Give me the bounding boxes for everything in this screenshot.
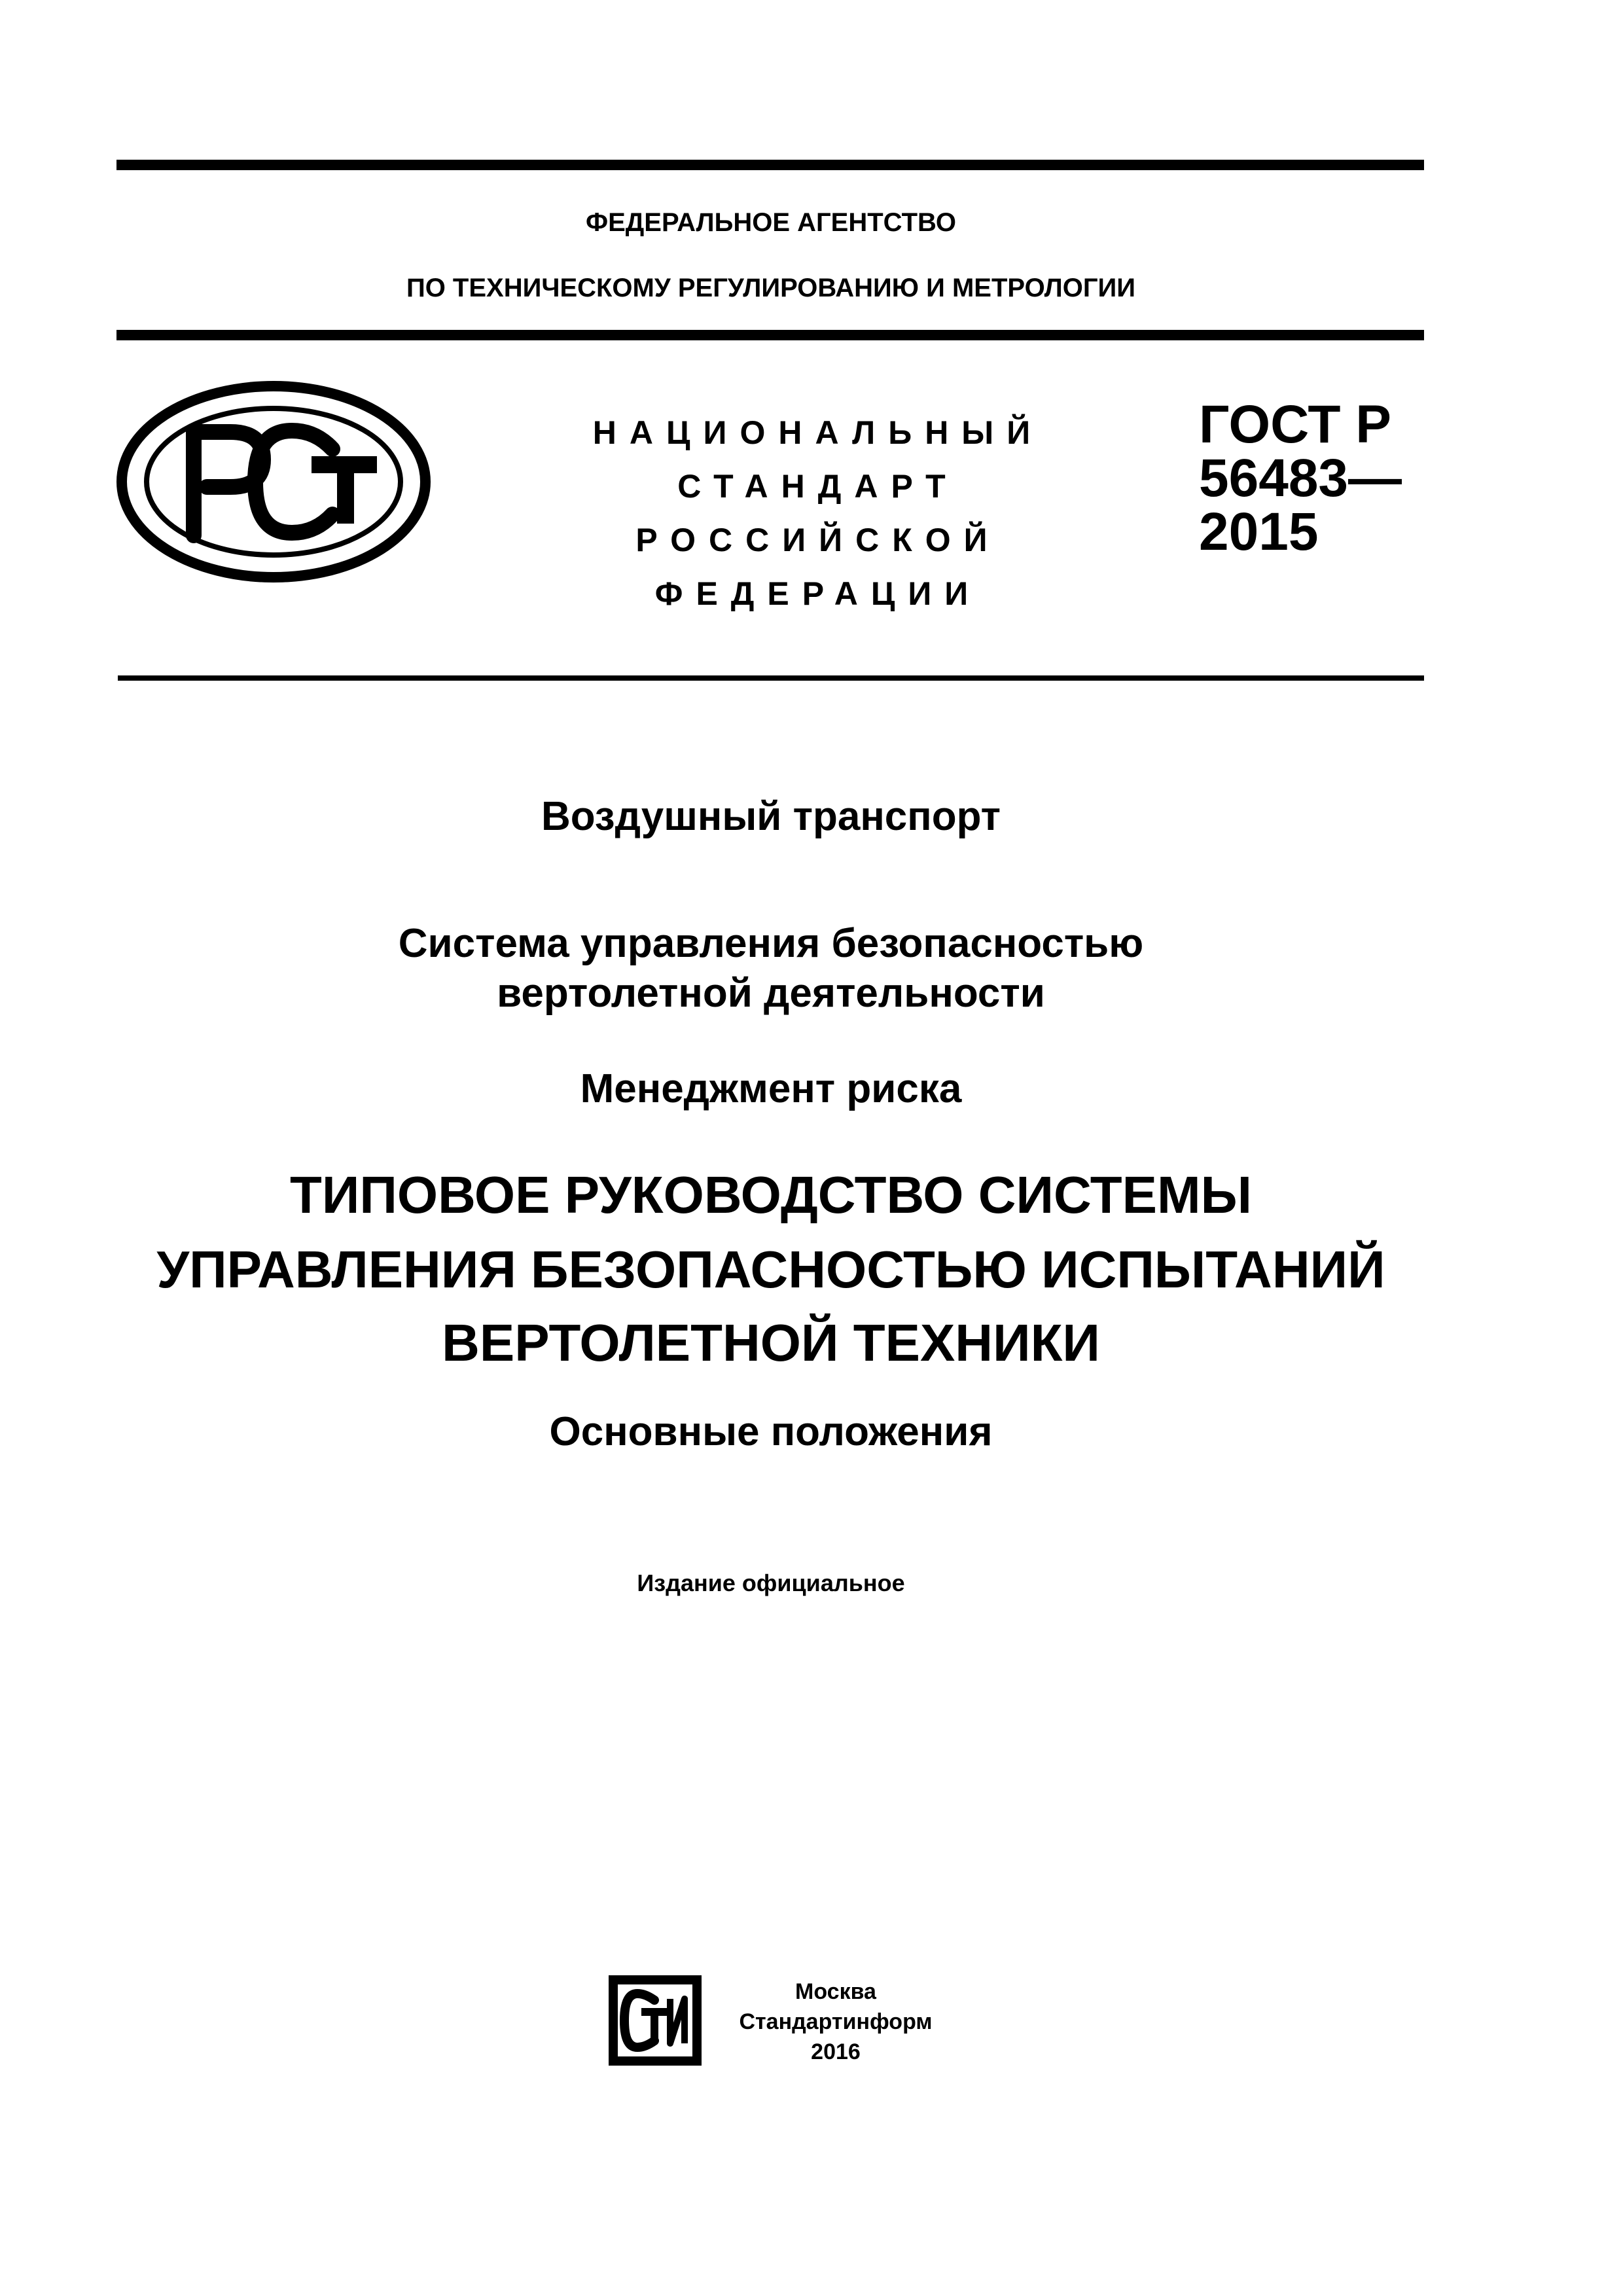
title-main-line-1: ТИПОВОЕ РУКОВОДСТВО СИСТЕМЫ [290,1166,1252,1224]
designation-line-3: 2015 [1199,502,1319,562]
agency-line-1: ФЕДЕРАЛЬНОЕ АГЕНТСТВО [585,208,957,237]
designation-line-2: 56483— [1199,448,1402,508]
standard-designation [1199,395,1402,562]
standartinform-logo [606,1973,704,2068]
title-subtitle: Основные положения [549,1409,993,1454]
agency-line-2: ПО ТЕХНИЧЕСКОМУ РЕГУЛИРОВАНИЮ И МЕТРОЛОГИИ [406,274,1136,302]
standard-type-line: РОССИЙСКОЙ [635,522,1001,558]
standard-type [576,406,1060,620]
publisher-name: Стандартинформ [739,2009,933,2034]
title-system-line-2: вертолетной деятельности [497,971,1045,1016]
standard-type-line: НАЦИОНАЛЬНЫЙ [592,414,1044,451]
standard-type-line: СТАНДАРТ [677,468,959,505]
title-main-line-2: УПРАВЛЕНИЯ БЕЗОПАСНОСТЬЮ ИСПЫТАНИЙ [156,1240,1385,1299]
rst-logo [115,378,432,585]
publisher-city: Москва [795,1979,876,2004]
publisher-year: 2016 [811,2039,861,2064]
edition-note: Издание официальное [637,1570,905,1596]
title-system-line-1: Система управления безопасностью [398,921,1144,966]
header-bottom-rule [116,330,1424,340]
designation-line-1: ГОСТ Р [1199,395,1391,454]
title-top-rule [118,675,1424,681]
standard-type-line: ФЕДЕРАЦИИ [654,575,982,612]
top-rule [116,160,1424,170]
publisher-imprint [728,1977,944,2067]
title-subject: Воздушный транспорт [541,794,1001,839]
title-main-line-3: ВЕРТОЛЕТНОЙ ТЕХНИКИ [442,1314,1100,1372]
title-section: Менеджмент риска [580,1066,962,1111]
